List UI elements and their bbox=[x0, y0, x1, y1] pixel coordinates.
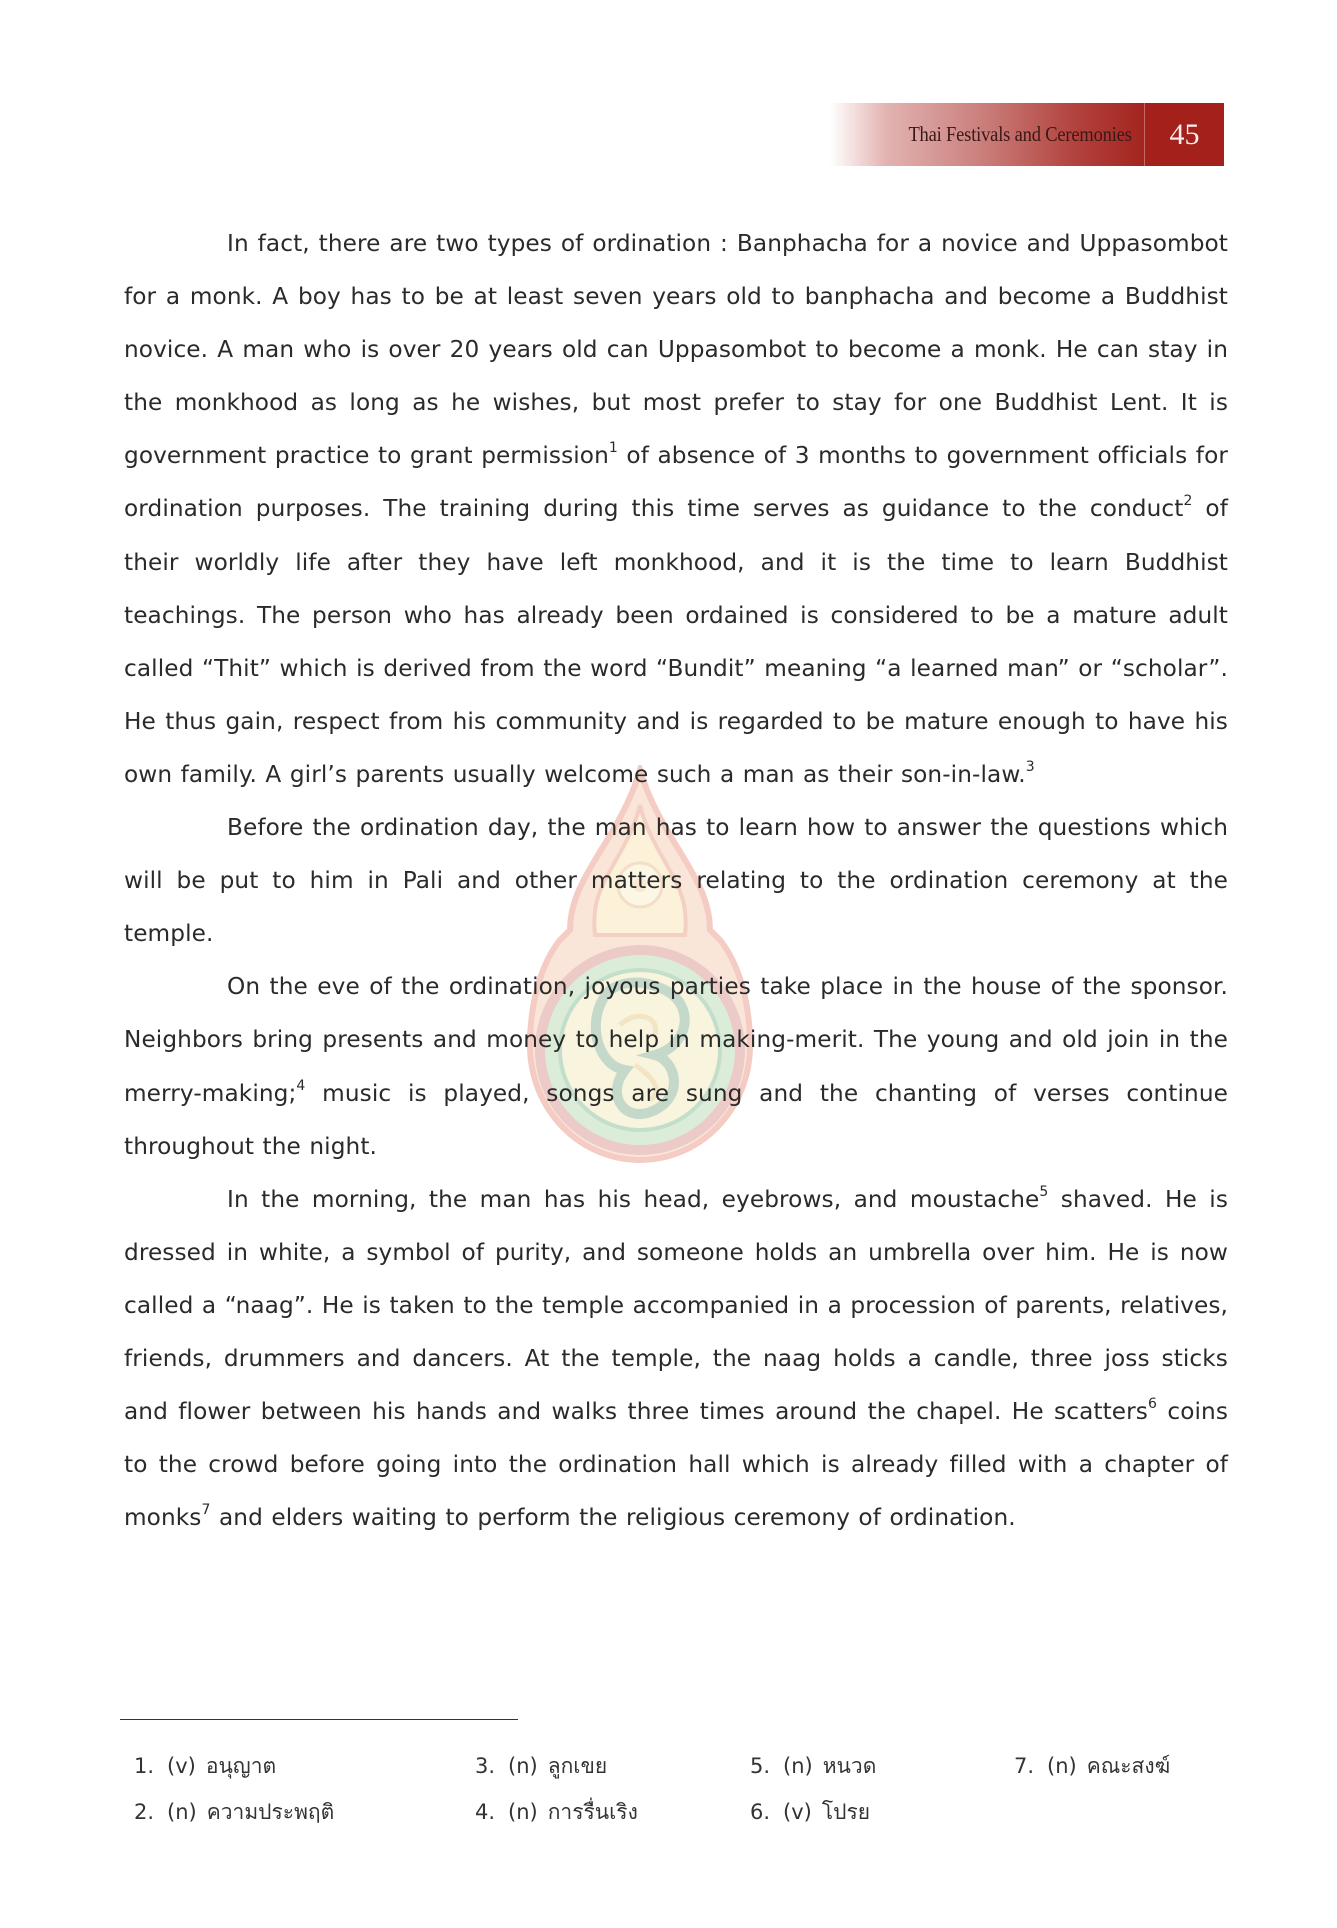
paragraph-text: of their worldly life after they have left monkhood, and it is the time to learn Buddhist teachings. The person who has already been ordained is considered to be a mature adult called “Thit” which is derived from the word “Bundit” meaning “a learned man” or “scholar”. He thus gain, respect from his community and is regarded to be mature enough to have his own family. A girl’s parents usually welcome such a man as their son-in-law. bbox=[124, 495, 1228, 788]
footnote-part-of-speech: (n) bbox=[1047, 1754, 1077, 1778]
footnote-number: 4. bbox=[475, 1800, 496, 1824]
footnote-item bbox=[1014, 1746, 1170, 1786]
footnote-number: 1. bbox=[134, 1754, 155, 1778]
footnote-term: โปรย bbox=[821, 1800, 871, 1824]
footnote-reference: 1 bbox=[608, 440, 618, 457]
footnote-number: 7. bbox=[1014, 1754, 1035, 1778]
footnote-term: ความประพฤติ bbox=[206, 1800, 335, 1824]
footnote-item bbox=[134, 1746, 276, 1786]
footnote-part-of-speech: (n) bbox=[783, 1754, 813, 1778]
footnote-number: 6. bbox=[750, 1800, 771, 1824]
footnote-part-of-speech: (n) bbox=[508, 1754, 538, 1778]
footnote-reference: 6 bbox=[1147, 1396, 1157, 1413]
footnote-number: 2. bbox=[134, 1800, 155, 1824]
page-number-box bbox=[1144, 103, 1224, 166]
running-header-title: Thai Festivals and Ceremonies bbox=[908, 122, 1132, 146]
footnote-divider bbox=[120, 1719, 518, 1720]
footnote-part-of-speech: (n) bbox=[508, 1800, 538, 1824]
footnote-reference: 7 bbox=[201, 1502, 211, 1519]
paragraph-text: music is played, songs are sung and the chanting of verses continue throughout the night. bbox=[124, 1079, 1228, 1160]
footnote-reference: 4 bbox=[296, 1077, 306, 1094]
footnote-term: อนุญาต bbox=[205, 1754, 277, 1778]
footnote-item bbox=[475, 1746, 607, 1786]
paragraph-text: shaved. He is dressed in white, a symbol of purity, and someone holds an umbrella over him. He is now called a “naag”. He is taken to the temple accompanied in a procession of parents, relatives, friends, drummers and dancers. At the temple, the naag holds a candle, three joss sticks and flower between his hands and walks three times around the chapel. He scatters bbox=[124, 1185, 1228, 1426]
footnote-item bbox=[475, 1792, 638, 1832]
paragraph-text: On the eve of the ordination, joyous parties take place in the house of the sponsor. Neighbors bring presents and money to help in making-merit. The young and old join in the merry-making; bbox=[124, 973, 1228, 1107]
page-number: 45 bbox=[1169, 118, 1200, 151]
footnote-part-of-speech: (n) bbox=[167, 1800, 197, 1824]
footnote-term: ลูกเขย bbox=[547, 1754, 608, 1778]
footnote-part-of-speech: (v) bbox=[167, 1754, 196, 1778]
footnote-reference: 2 bbox=[1183, 493, 1193, 510]
paragraph-text: of absence of 3 months to government officials for ordination purposes. The training during this time serves as guidance to the conduct bbox=[124, 442, 1228, 523]
paragraph-text: and elders waiting to perform the religious ceremony of ordination. bbox=[210, 1504, 1016, 1532]
paragraph-text: In the morning, the man has his head, eyebrows, and moustache bbox=[227, 1185, 1040, 1213]
footnote-reference: 5 bbox=[1039, 1183, 1049, 1200]
footnote-term: หนวด bbox=[822, 1754, 877, 1778]
body-text bbox=[124, 217, 1228, 1544]
footnote-item bbox=[750, 1746, 876, 1786]
paragraph-text: coins to the crowd before going into the ordination hall which is already filled with a chapter of monks bbox=[124, 1398, 1228, 1532]
footnote-number: 5. bbox=[750, 1754, 771, 1778]
footnote-term: การรื่นเริง bbox=[547, 1800, 638, 1824]
footnote-item bbox=[134, 1792, 334, 1832]
footnote-part-of-speech: (v) bbox=[783, 1800, 812, 1824]
footnote-reference: 3 bbox=[1025, 758, 1035, 775]
paragraph bbox=[124, 217, 1228, 801]
paragraph-text: Before the ordination day, the man has to learn how to answer the questions which will be put to him in Pali and other matters relating to the ordination ceremony at the temple. bbox=[124, 814, 1228, 948]
footnote-term: คณะสงฆ์ bbox=[1086, 1754, 1171, 1778]
footnote-number: 3. bbox=[475, 1754, 496, 1778]
running-header bbox=[830, 103, 1144, 166]
paragraph bbox=[124, 801, 1228, 960]
footnote-item bbox=[750, 1792, 870, 1832]
paragraph bbox=[124, 1173, 1228, 1545]
paragraph-text: In fact, there are two types of ordination : Banphacha for a novice and Uppasombot for a monk. A boy has to be at least seven years old to banphacha and become a Buddhist novice. A man who is over 20 years old can Uppasombot to become a monk. He can stay in the monkhood as long as he wishes, but most prefer to stay for one Buddhist Lent. It is government practice to grant permission bbox=[124, 230, 1228, 470]
paragraph bbox=[124, 960, 1228, 1172]
